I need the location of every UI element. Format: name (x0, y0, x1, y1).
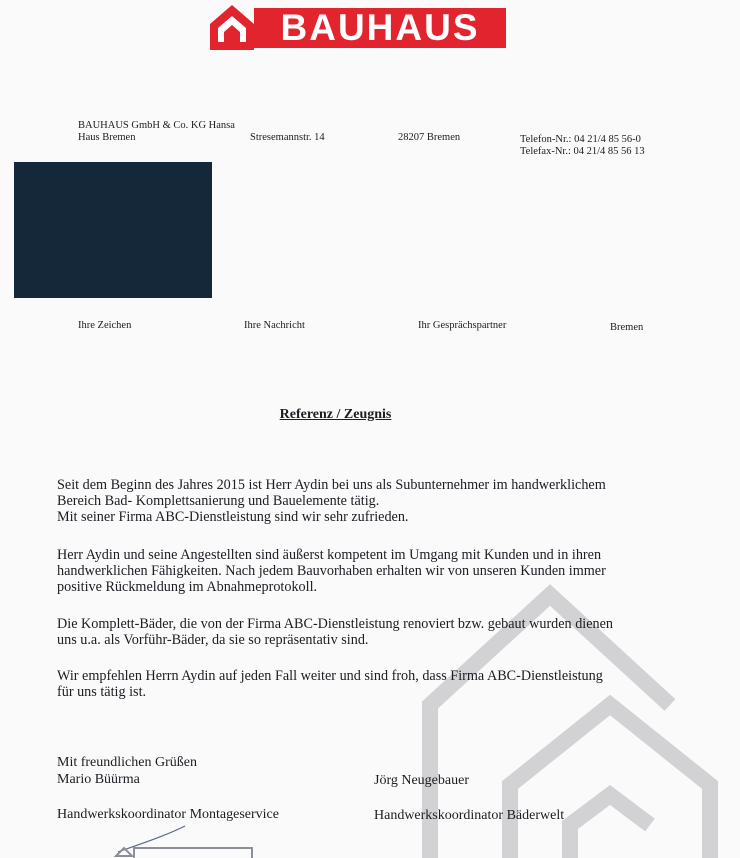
ref-ort: Bremen (610, 322, 644, 333)
text-line: positive Rückmeldung im Abnahmeprotokoll. (57, 579, 318, 595)
redacted-address-block (14, 162, 212, 298)
sender-branch: Haus Bremen (78, 132, 136, 143)
signature-stamp-icon (110, 822, 260, 858)
brand-name: BAUHAUS (254, 8, 506, 48)
paragraph-1 (57, 477, 657, 525)
text-line: Die Komplett-Bäder, die von der Firma ABC-Dienstleistung renoviert bzw. gebaut wurden dienen (57, 616, 614, 632)
text-line: Mit seiner Firma ABC-Dienstleistung sind wir sehr zufrieden. (57, 509, 409, 525)
paragraph-2 (57, 547, 657, 595)
sender-phone: Telefon-Nr.: 04 21/4 85 56-0 (520, 134, 641, 145)
signatory-1-title: Handwerkskoordinator Montageservice (57, 807, 279, 822)
letter-subject: Referenz / Zeugnis (279, 407, 392, 422)
bauhaus-logo (208, 2, 508, 52)
text-line: handwerklichen Fähigkeiten. Nach jedem Bauvorhaben erhalten wir von unseren Kunden immer (57, 563, 606, 579)
paragraph-3 (57, 616, 657, 648)
paragraph-4 (57, 668, 657, 700)
signatory-2-name: Jörg Neugebauer (374, 773, 469, 788)
text-line: Wir empfehlen Herrn Aydin auf jeden Fall weiter und sind froh, dass Firma ABC-Dienstleistung (57, 668, 603, 684)
sender-fax: Telefax-Nr.: 04 21/4 85 56 13 (520, 146, 645, 157)
text-line: für uns tätig ist. (57, 684, 147, 700)
house-logo-icon (208, 2, 258, 52)
ref-gespraechspartner: Ihr Gesprächspartner (418, 320, 507, 331)
ref-ihre-nachricht: Ihre Nachricht (244, 320, 305, 331)
ref-ihre-zeichen: Ihre Zeichen (78, 320, 132, 331)
sender-city: 28207 Bremen (398, 132, 461, 143)
text-line: uns u.a. als Vorführ-Bäder, da sie so repräsentativ sind. (57, 632, 369, 648)
sender-company (78, 120, 235, 144)
text-line: Bereich Bad- Komplettsanierung und Bauelemente tätig. (57, 493, 380, 509)
text-line: Herr Aydin und seine Angestellten sind äußerst kompetent im Umgang mit Kunden und in ihren (57, 547, 602, 563)
text-line: Seit dem Beginn des Jahres 2015 ist Herr Aydin bei uns als Subunternehmer im handwerklichem (57, 477, 606, 493)
closing-greeting: Mit freundlichen Grüßen (57, 755, 197, 770)
sender-contact (520, 134, 645, 158)
signatory-2-title: Handwerkskoordinator Bäderwelt (374, 808, 565, 823)
signatory-1-name: Mario Büürma (57, 772, 140, 787)
sender-street: Stresemannstr. 14 (250, 132, 325, 143)
sender-company-name: BAUHAUS GmbH & Co. KG Hansa (78, 120, 235, 131)
